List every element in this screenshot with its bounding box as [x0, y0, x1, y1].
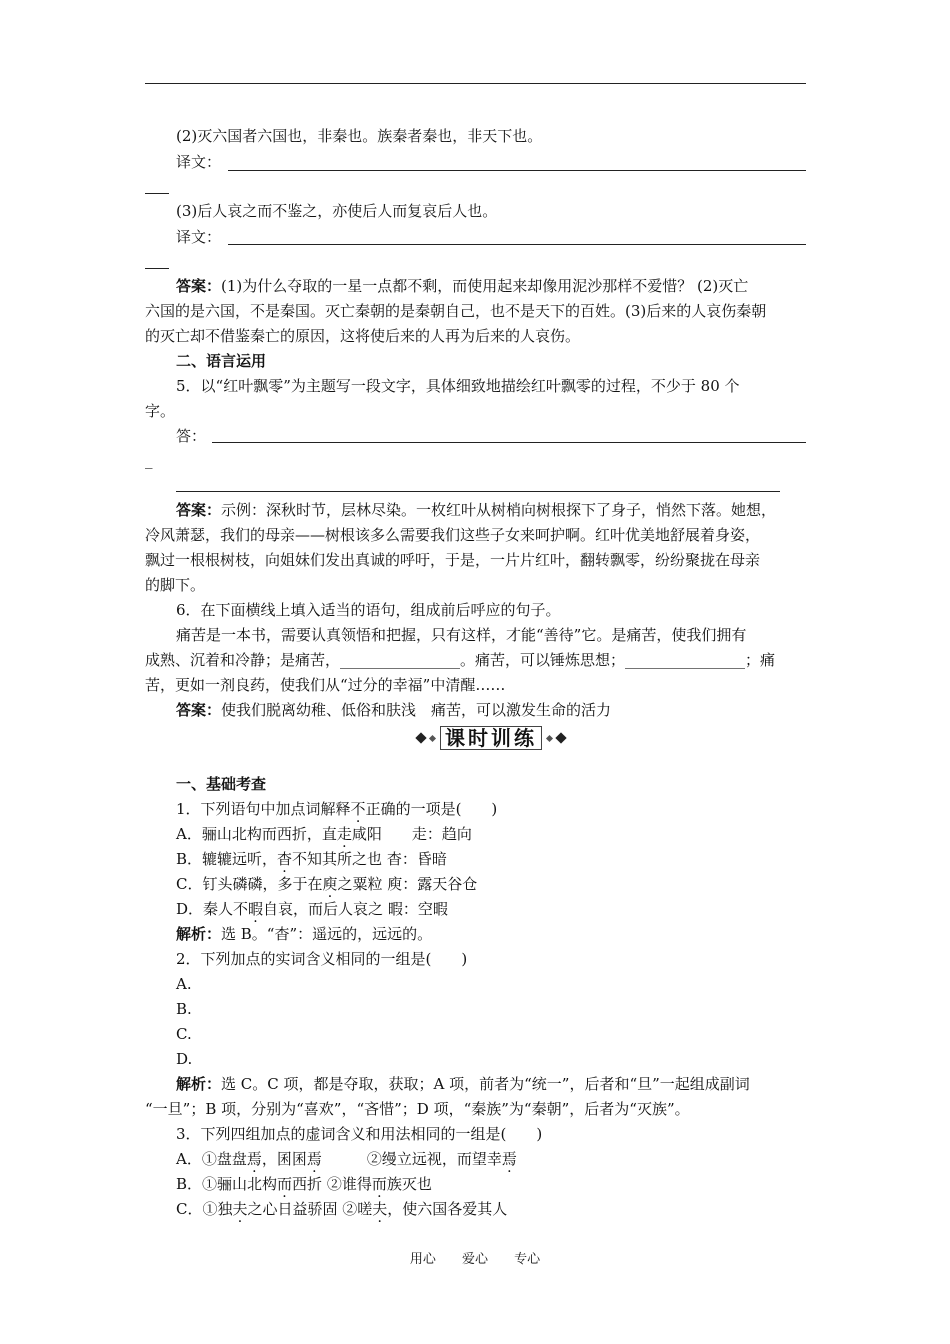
opt-text: 之心日益骄固 ②嗟 — [247, 1200, 373, 1218]
t1-q-dotted: 不 — [350, 800, 366, 818]
answer-5-line-1 — [176, 500, 776, 520]
t2-option-a: A. — [176, 975, 192, 993]
opt-text: 之粟粒 庾：露天谷仓 — [337, 875, 478, 893]
opt-dotted-word: 而 — [371, 1175, 387, 1193]
opt-dotted-word: 庾 — [322, 875, 338, 893]
opt-dotted-word: 夫 — [372, 1200, 388, 1218]
opt-text: D．秦人不 — [176, 900, 249, 918]
q6-passage-3: 苦，更如一剂良药，使我们从“过分的幸福”中清醒…… — [145, 676, 506, 694]
diamond-icon — [415, 732, 426, 743]
translation-blank-2[interactable] — [228, 244, 806, 245]
small-diamond-icon — [546, 734, 553, 741]
section-banner — [388, 726, 594, 750]
answer-1-text-1: (1)为什么夺取的一星一点都不剩，而使用起来却像用泥沙那样不爱惜？ (2)灭亡 — [221, 277, 749, 295]
opt-dotted-word: 而 — [277, 1175, 293, 1193]
banner-title: 课时训练 — [440, 726, 542, 750]
answer-1-line-3: 的灭亡却不借鉴秦亡的原因，这将使后来的人再为后来的人哀伤。 — [145, 327, 581, 345]
small-diamond-icon — [429, 734, 436, 741]
opt-text: 西折 ②谁得 — [292, 1175, 372, 1193]
opt-dotted-word: 夫 — [232, 1200, 248, 1218]
t1-option-b — [176, 849, 447, 869]
answer-blank-1[interactable] — [212, 442, 806, 443]
translation-blank-2-tail — [145, 268, 169, 269]
t2-option-d: D. — [176, 1050, 193, 1068]
opt-text: ，使六国各爱其人 — [387, 1200, 508, 1218]
answer-5-line-2: 冷风萧瑟，我们的母亲——树根该多么需要我们这些子女来呵护啊。红叶优美地舒展着身姿， — [145, 526, 761, 544]
answer-5-text-1: 示例：深秋时节，层林尽染。一枚红叶从树梢向树根探下了身子，悄然下落。她想， — [221, 501, 777, 519]
opt-dotted-word: 杳 — [277, 850, 293, 868]
section-1-heading: 一、基础考查 — [176, 775, 267, 793]
opt-dotted-word: 暇 — [248, 900, 264, 918]
q6-passage-2: 成熟、沉着和冷静；是痛苦，________________。痛苦，可以锤炼思想；________________；痛 — [145, 651, 776, 669]
t1-q-text: 1．下列语句中加点词解释 — [176, 800, 351, 818]
t3-question: 3．下列四组加点的虚词含义和用法相同的一组是( ) — [176, 1125, 543, 1143]
opt-dotted-word: 焉 — [501, 1150, 517, 1168]
opt-text: 自哀，而后人哀之 暇：空暇 — [263, 900, 448, 918]
t2-analysis-line-2: “一旦”；B 项，分别为“喜欢”，“吝惜”；D 项，“秦族”为“秦朝”，后者为“灭族”。 — [145, 1100, 690, 1118]
opt-dotted-word: 焉 — [246, 1150, 262, 1168]
q5-line-1: 5．以“红叶飘零”为主题写一段文字，具体细致地描绘红叶飘零的过程，不少于 80 个 — [176, 377, 740, 395]
page-footer: 用心 爱心 专心 — [409, 1252, 541, 1267]
q6-passage-1: 痛苦是一本书，需要认真领悟和把握，只有这样，才能“善待”它。是痛苦，使我们拥有 — [176, 626, 747, 644]
opt-text: ②缦立远视，而望幸 — [321, 1150, 502, 1168]
opt-text: B．①骊山北构 — [176, 1175, 278, 1193]
opt-dotted-word: 走 — [336, 825, 352, 843]
t3-option-a — [176, 1149, 517, 1169]
q3-sentence: (3)后人哀之而不鉴之，亦使后人而复哀后人也。 — [176, 202, 498, 220]
answer-1-line-1 — [176, 276, 748, 296]
t1-question — [176, 799, 497, 819]
translation-blank-1-tail — [145, 193, 169, 194]
answer-label: 答案： — [176, 701, 222, 719]
t2-analysis-line-1 — [176, 1074, 750, 1094]
answer-label: 答案： — [176, 501, 222, 519]
translation-label-2: 译文： — [176, 228, 222, 246]
analysis-label: 解析： — [176, 925, 222, 943]
translation-blank-1[interactable] — [228, 170, 806, 171]
t3-option-c — [176, 1199, 507, 1219]
answer-label-2: 答： — [176, 427, 207, 445]
diamond-icon — [555, 732, 566, 743]
opt-text: C．①独 — [176, 1200, 233, 1218]
answer-5-line-3: 飘过一根根树枝，向姐妹们发出真诚的呼吁，于是，一片片红叶，翻转飘零，纷纷聚拢在母亲 — [145, 551, 761, 569]
t1-q-text-end: 正确的一项是( ) — [365, 800, 498, 818]
answer-5-line-4: 的脚下。 — [145, 576, 206, 594]
opt-text: C．钉头磷磷，多于在 — [176, 875, 323, 893]
header-rule — [145, 83, 806, 84]
answer-6-text: 使我们脱离幼稚、低俗和肤浅 痛苦，可以激发生命的活力 — [221, 701, 612, 719]
answer-label: 答案： — [176, 277, 222, 295]
t1-option-a — [176, 824, 472, 844]
t1-analysis — [176, 924, 432, 944]
t1-analysis-text: 选 B。“杳”：遥远的，远远的。 — [221, 925, 433, 943]
opt-text: A．骊山北构而西折，直 — [176, 825, 337, 843]
answer-blank-2[interactable] — [176, 491, 780, 492]
t1-option-d — [176, 899, 448, 919]
t3-option-b — [176, 1174, 432, 1194]
translation-label-1: 译文： — [176, 153, 222, 171]
opt-text: ，囷囷 — [261, 1150, 307, 1168]
t2-option-b: B. — [176, 1000, 192, 1018]
opt-text: 族灭也 — [386, 1175, 432, 1193]
analysis-label: 解析： — [176, 1075, 222, 1093]
t2-analysis-text-1: 选 C。C 项，都是夺取，获取；A 项，前者为“统一”，后者和“旦”一起组成副词 — [221, 1075, 750, 1093]
t2-option-c: C. — [176, 1025, 192, 1043]
answer-6-line — [176, 700, 611, 720]
opt-text: B．辘辘远听， — [176, 850, 278, 868]
q5-line-2: 字。 — [145, 402, 176, 420]
answer-1-line-2: 六国的是六国，不是秦国。灭亡秦朝的是秦朝自己，也不是天下的百姓。(3)后来的人哀伤秦朝 — [145, 302, 767, 320]
t2-question: 2．下列加点的实词含义相同的一组是( ) — [176, 950, 468, 968]
q2-sentence: (2)灭六国者六国也，非秦也。族秦者秦也，非天下也。 — [176, 127, 543, 145]
opt-text: 咸阳 走：趋向 — [351, 825, 472, 843]
t1-option-c — [176, 874, 477, 894]
opt-dotted-word: 焉 — [306, 1150, 322, 1168]
opt-text: A．①盘盘 — [176, 1150, 247, 1168]
section-2-heading: 二、语言运用 — [176, 352, 267, 370]
opt-text: 不知其所之也 杳：昏暗 — [292, 850, 447, 868]
q6-line: 6．在下面横线上填入适当的语句，组成前后呼应的句子。 — [176, 601, 561, 619]
answer-blank-dash: _ — [145, 451, 153, 469]
